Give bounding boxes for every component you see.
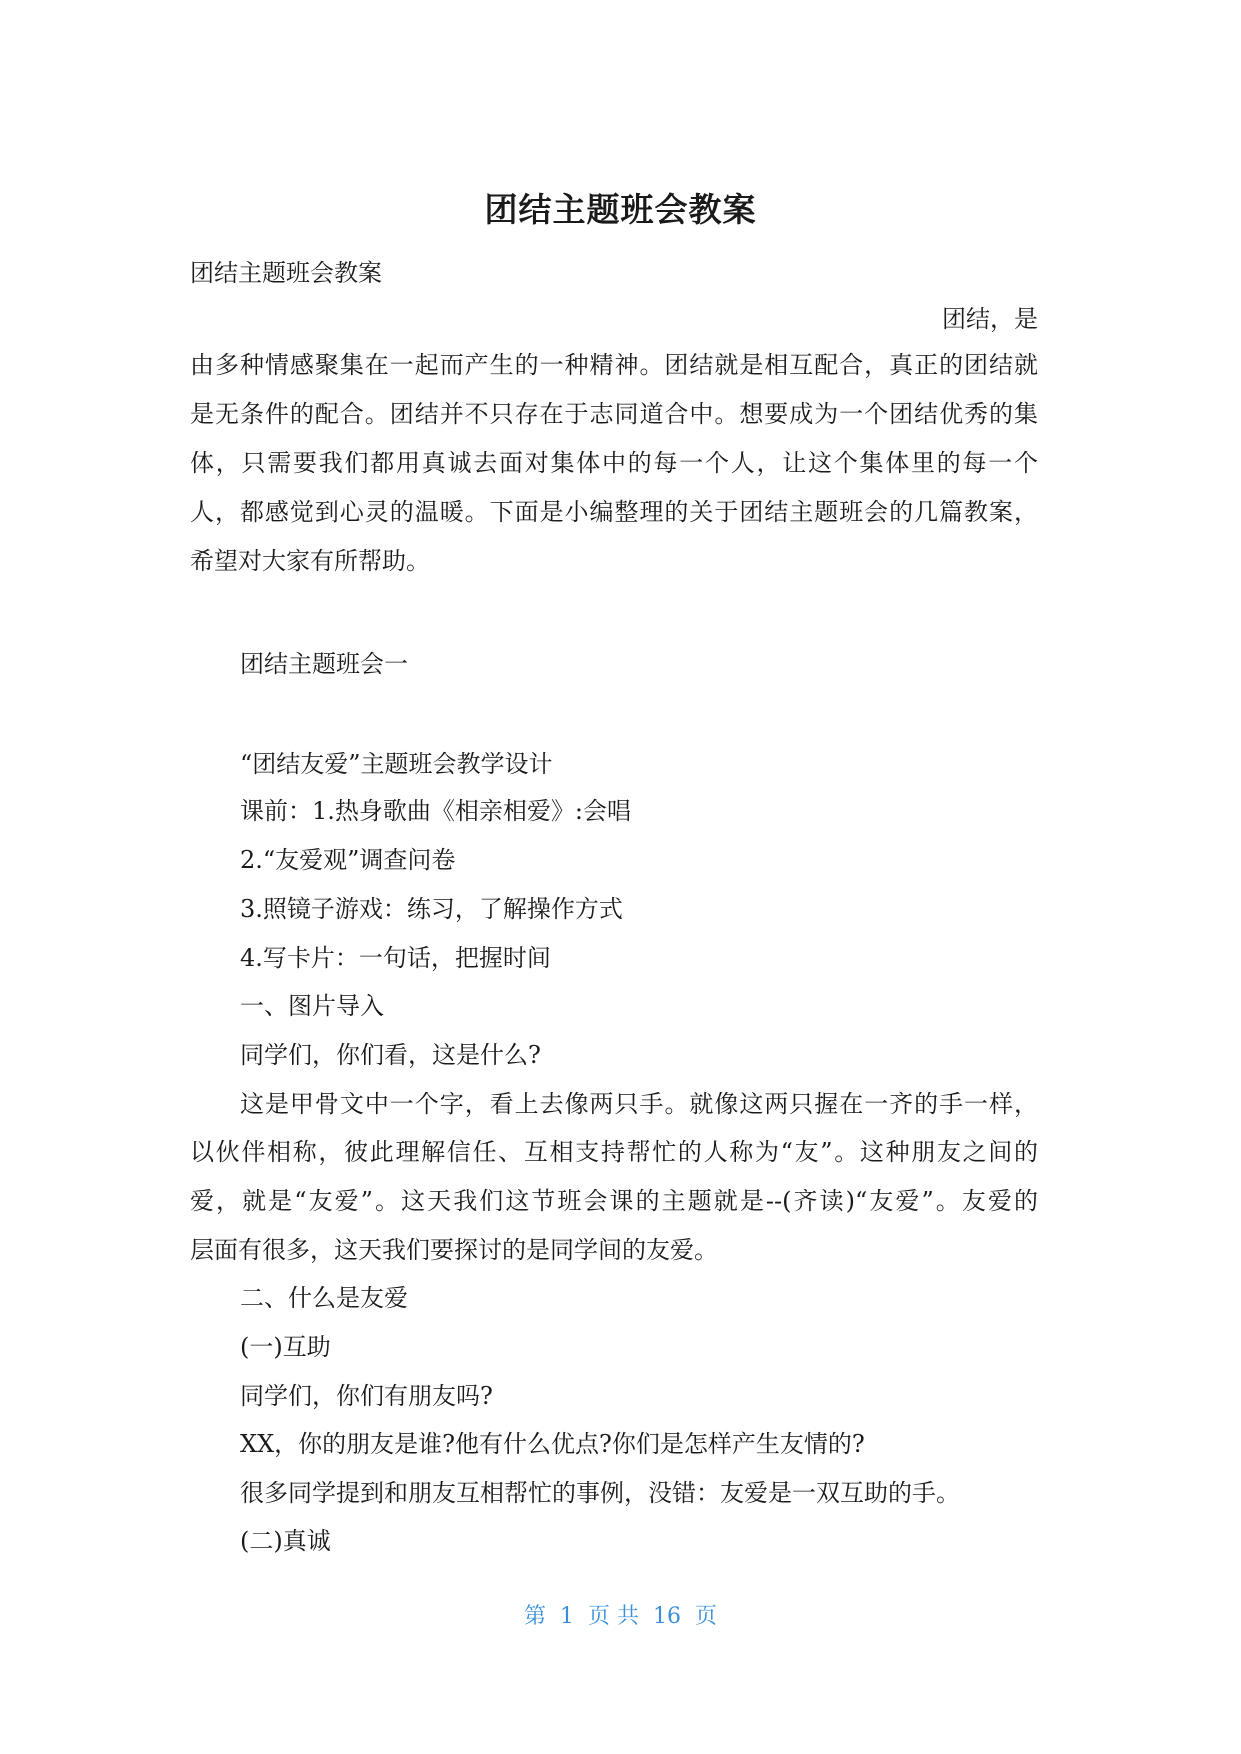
sub1-line: 同学们，你们有朋友吗? [240,1382,493,1410]
document-subtitle: 团结主题班会教案 [190,259,382,287]
sub1-line: 很多同学提到和朋友互相帮忙的事例，没错：友爱是一双互助的手。 [240,1479,960,1507]
part1-para-line: 这是甲骨文中一个字，看上去像两只手。就像这两只握在一齐的手一样， [240,1090,1038,1118]
part1-para-line: 以伙伴相称，彼此理解信任、互相支持帮忙的人称为“友”。这种朋友之间的 [190,1138,1038,1166]
page-footer: 第 1 页 共 16 页 [524,1604,717,1629]
intro-line: 体，只需要我们都用真诚去面对集体中的每一个人，让这个集体里的每一个 [190,449,1038,477]
part1-heading: 一、图片导入 [240,992,384,1020]
part1-question: 同学们，你们看，这是什么? [240,1041,541,1069]
prep-line: 课前：1.热身歌曲《相亲相爱》:会唱 [240,797,631,825]
prep-line: 4.写卡片：一句话，把握时间 [240,944,551,972]
part1-para-line: 爱，就是“友爱”。这天我们这节班会课的主题就是--(齐读)“友爱”。友爱的 [190,1187,1038,1215]
part2-heading: 二、什么是友爱 [240,1284,408,1312]
document-title: 团结主题班会教案 [484,190,757,229]
intro-line: 人，都感觉到心灵的温暖。下面是小编整理的关于团结主题班会的几篇教案， [190,498,1038,526]
intro-line: 团结，是 [942,305,1038,333]
sub2-heading: (二)真诚 [240,1527,331,1555]
prep-line: 2.“友爱观”调查问卷 [240,846,456,874]
part1-para-line: 层面有很多，这天我们要探讨的是同学间的友爱。 [190,1236,718,1264]
sub1-heading: (一)互助 [240,1333,331,1361]
design-title: “团结友爱”主题班会教学设计 [240,750,553,778]
sub1-line: XX，你的朋友是谁?他有什么优点?你们是怎样产生友情的? [240,1430,865,1458]
section-heading: 团结主题班会一 [240,650,408,678]
intro-line: 希望对大家有所帮助。 [190,547,430,575]
intro-line: 是无条件的配合。团结并不只存在于志同道合中。想要成为一个团结优秀的集 [190,400,1038,428]
intro-line: 由多种情感聚集在一起而产生的一种精神。团结就是相互配合，真正的团结就 [190,351,1038,379]
prep-line: 3.照镜子游戏：练习，了解操作方式 [240,895,623,923]
